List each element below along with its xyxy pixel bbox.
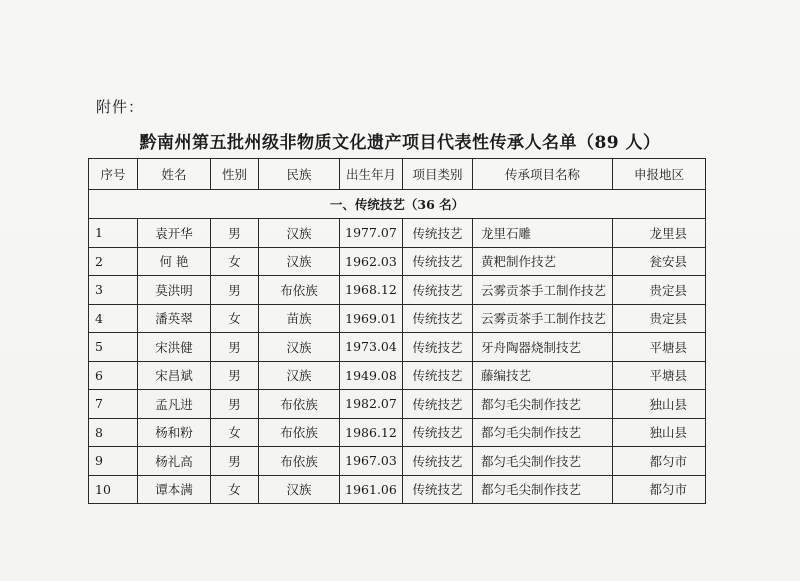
cell-birth: 1962.03 [340, 247, 403, 276]
cell-name: 杨和粉 [138, 418, 211, 447]
cell-gender: 女 [211, 247, 259, 276]
cell-ethnicity: 汉族 [259, 361, 340, 390]
cell-region: 贵定县 [613, 276, 706, 305]
cell-category: 传统技艺 [403, 247, 473, 276]
cell-project: 龙里石雕 [473, 219, 613, 248]
cell-category: 传统技艺 [403, 276, 473, 305]
table-row [89, 361, 706, 390]
cell-name: 莫洪明 [138, 276, 211, 305]
table-header-row [89, 159, 706, 190]
cell-name: 杨礼高 [138, 447, 211, 476]
cell-gender: 女 [211, 475, 259, 504]
cell-category: 传统技艺 [403, 333, 473, 362]
cell-name: 潘英翠 [138, 304, 211, 333]
document-title: 黔南州第五批州级非物质文化遗产项目代表性传承人名单（89 人） [139, 133, 661, 153]
cell-region: 平塘县 [613, 333, 706, 362]
cell-ethnicity: 布依族 [259, 447, 340, 476]
cell-project: 云雾贡茶手工制作技艺 [473, 276, 613, 305]
cell-gender: 女 [211, 418, 259, 447]
cell-gender: 男 [211, 390, 259, 419]
cell-category: 传统技艺 [403, 219, 473, 248]
table-row [89, 447, 706, 476]
cell-region: 瓮安县 [613, 247, 706, 276]
cell-project: 都匀毛尖制作技艺 [473, 390, 613, 419]
cell-gender: 男 [211, 447, 259, 476]
cell-project: 黄粑制作技艺 [473, 247, 613, 276]
cell-no: 6 [89, 361, 138, 390]
cell-region: 都匀市 [613, 447, 706, 476]
cell-name: 何 艳 [138, 247, 211, 276]
cell-category: 传统技艺 [403, 475, 473, 504]
cell-region: 独山县 [613, 418, 706, 447]
header-gender: 性别 [211, 159, 259, 190]
table-row [89, 418, 706, 447]
table-row [89, 247, 706, 276]
cell-no: 8 [89, 418, 138, 447]
table-row [89, 304, 706, 333]
cell-gender: 男 [211, 333, 259, 362]
cell-ethnicity: 汉族 [259, 219, 340, 248]
cell-ethnicity: 苗族 [259, 304, 340, 333]
cell-category: 传统技艺 [403, 447, 473, 476]
cell-category: 传统技艺 [403, 418, 473, 447]
cell-no: 3 [89, 276, 138, 305]
cell-gender: 女 [211, 304, 259, 333]
cell-region: 龙里县 [613, 219, 706, 248]
cell-birth: 1949.08 [340, 361, 403, 390]
cell-project: 云雾贡茶手工制作技艺 [473, 304, 613, 333]
cell-ethnicity: 布依族 [259, 276, 340, 305]
cell-ethnicity: 布依族 [259, 390, 340, 419]
cell-gender: 男 [211, 361, 259, 390]
cell-no: 2 [89, 247, 138, 276]
header-project: 传承项目名称 [473, 159, 613, 190]
cell-region: 平塘县 [613, 361, 706, 390]
cell-ethnicity: 汉族 [259, 247, 340, 276]
table-row [89, 333, 706, 362]
cell-region: 独山县 [613, 390, 706, 419]
cell-no: 4 [89, 304, 138, 333]
cell-birth: 1967.03 [340, 447, 403, 476]
table-row [89, 276, 706, 305]
cell-birth: 1977.07 [340, 219, 403, 248]
inheritors-table [88, 158, 706, 504]
cell-ethnicity: 汉族 [259, 333, 340, 362]
cell-name: 宋昌斌 [138, 361, 211, 390]
cell-project: 藤编技艺 [473, 361, 613, 390]
table-row [89, 219, 706, 248]
cell-birth: 1982.07 [340, 390, 403, 419]
header-category: 项目类别 [403, 159, 473, 190]
cell-birth: 1973.04 [340, 333, 403, 362]
cell-birth: 1961.06 [340, 475, 403, 504]
cell-birth: 1968.12 [340, 276, 403, 305]
header-name: 姓名 [138, 159, 211, 190]
cell-ethnicity: 布依族 [259, 418, 340, 447]
table-row [89, 390, 706, 419]
cell-no: 1 [89, 219, 138, 248]
cell-project: 都匀毛尖制作技艺 [473, 475, 613, 504]
cell-no: 9 [89, 447, 138, 476]
cell-category: 传统技艺 [403, 304, 473, 333]
cell-birth: 1986.12 [340, 418, 403, 447]
cell-no: 10 [89, 475, 138, 504]
cell-project: 都匀毛尖制作技艺 [473, 418, 613, 447]
cell-category: 传统技艺 [403, 361, 473, 390]
cell-project: 都匀毛尖制作技艺 [473, 447, 613, 476]
cell-category: 传统技艺 [403, 390, 473, 419]
cell-name: 孟凡进 [138, 390, 211, 419]
cell-name: 谭本满 [138, 475, 211, 504]
cell-name: 袁开华 [138, 219, 211, 248]
section-row [89, 190, 706, 219]
header-birth: 出生年月 [340, 159, 403, 190]
cell-region: 贵定县 [613, 304, 706, 333]
cell-no: 5 [89, 333, 138, 362]
cell-region: 都匀市 [613, 475, 706, 504]
cell-ethnicity: 汉族 [259, 475, 340, 504]
cell-gender: 男 [211, 276, 259, 305]
header-ethnicity: 民族 [259, 159, 340, 190]
cell-project: 牙舟陶器烧制技艺 [473, 333, 613, 362]
header-region: 申报地区 [613, 159, 706, 190]
cell-gender: 男 [211, 219, 259, 248]
header-no: 序号 [89, 159, 138, 190]
cell-no: 7 [89, 390, 138, 419]
table-row [89, 475, 706, 504]
cell-name: 宋洪健 [138, 333, 211, 362]
cell-birth: 1969.01 [340, 304, 403, 333]
attachment-label: 附件： [96, 98, 145, 116]
section-heading: 一、传统技艺（36 名） [89, 190, 706, 219]
